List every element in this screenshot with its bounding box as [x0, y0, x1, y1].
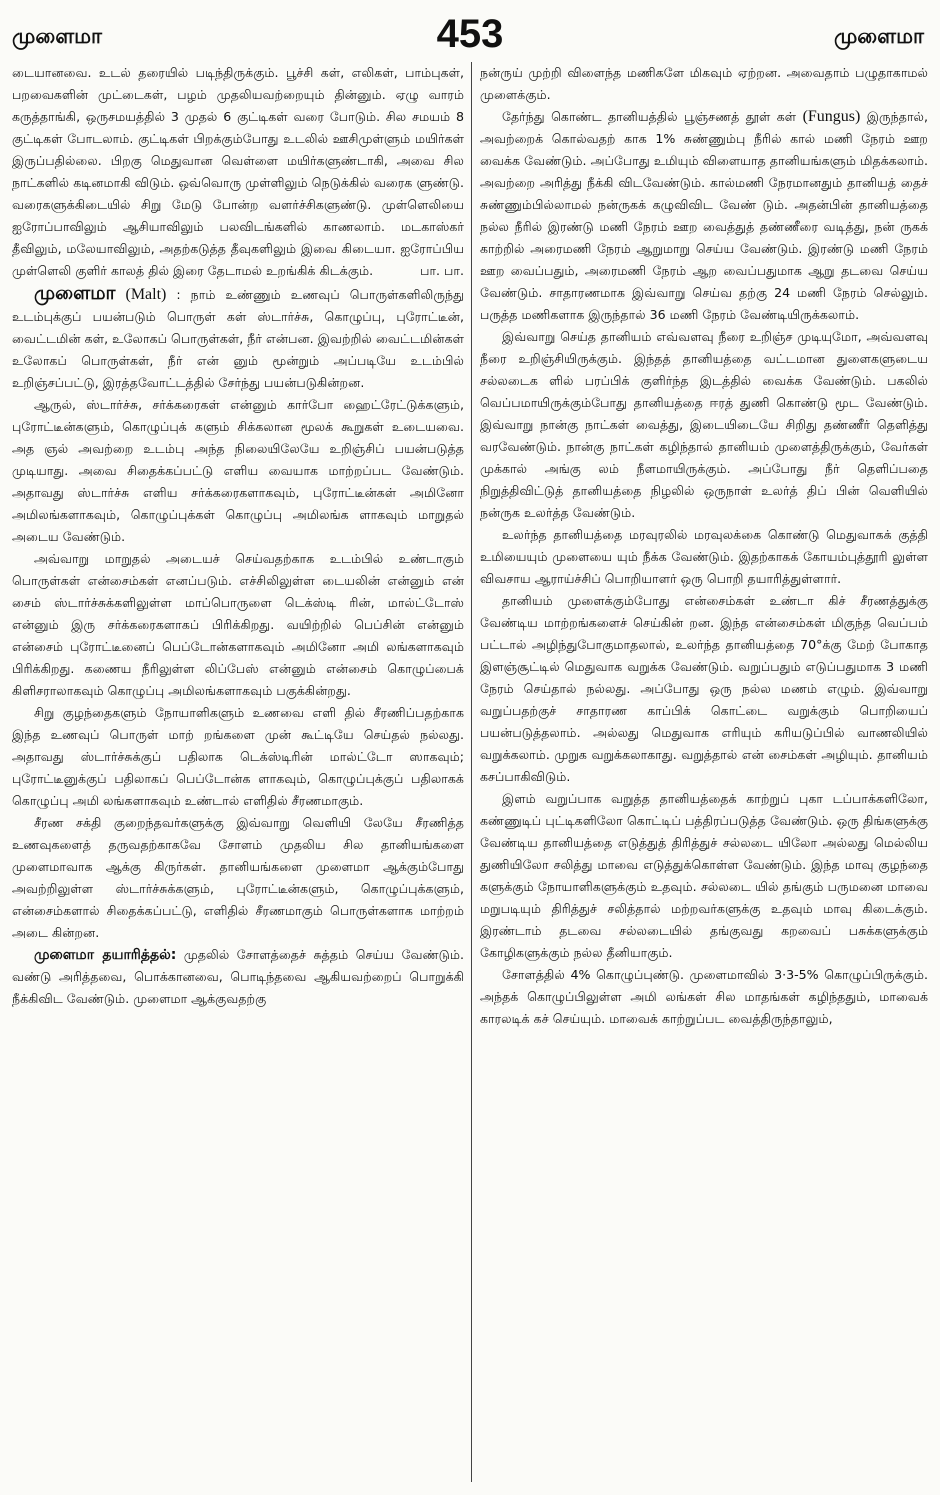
paragraph-text: முதலில் சோளத்தைச் சுத்தம் செய்ய வேண்டும். வண்டு அரித்தவை, பொக்கானவை, பொடிந்தவை ஆகியவற்றைப் பொறுக்கி நீக்கிவிட வேண்டும். முளைமா ஆக்குவதற்கு — [12, 947, 464, 1006]
paragraph: உலர்ந்த தானியத்தை மரவுரலில் மரவுலக்கை கொண்டு மெதுவாகக் குத்தி உமியையும் முளையை யும் நீக்க வேண்டும். இதற்காகக் கோயம்புத்தூரி லுள்ள விவசாய ஆராய்ச்சிப் பொறியாளர் ஒரு பொறி தயாரித்துள்ளார். — [480, 527, 928, 586]
page-header — [0, 0, 940, 58]
paragraph — [480, 590, 928, 788]
header-right-keyword: முளைமா — [833, 24, 924, 48]
paragraph: இளம் வறுப்பாக வறுத்த தானியத்தைக் காற்றுப் புகா டப்பாக்களிலோ, கண்ணுடிப் புட்டிகளிலோ கொட்டிப் பத்திரப்படுத்த வேண்டும். ஒரு திங்களுக்கு வேண்டிய தானியத்தை எடுத்துத் திரித்துச் சல்லடை யிலோ அல்லது மெல்லிய துணியிலோ சலித்து மாவை எடுத்துக்கொள்ள வேண்டும். இந்த மாவு குழந்தை களுக்கும் நோயாளிகளுக்கும் உதவும். சல்லடை யில் தங்கும் பருமனை மாவை மறுபடியும் திரித்துச் சலித்தால் மற்றவர்களுக்கு உதவும் மாவு கிடைக்கும். இரண்டாம் தடவை சல்லடையில் தங்குவது கறவைப் பசுக்களுக்கும் கோழிகளுக்கும் நல்ல தீனியாகும். — [480, 791, 928, 960]
right-column — [480, 62, 928, 1482]
entry-title: முளைமா — [34, 282, 116, 304]
paragraph-text: டையானவை. உடல் தரையில் படிந்திருக்கும். பூச்சி கள், எலிகள், பாம்புகள், பறவைகளின் முட்டைகள், பழம் முதலியவற்றையும் தின்னும். ஏழு வாரம் கருத்தாங்கி, ஒருசமயத்தில் 3 முதல் 6 குட்டிகள் வரை போடும். சில சமயம் 8 குட்டிகள் போடலாம். குட்டிகள் பிறக்கும்போது உடலில் ஊசிமுள்ளும் மயிர்கள் இருப்பதில்லை. பிறகு மெதுவான வெள்ளை மயிர்களுண்டாகி, அவை சில நாட்களில் கடினமாகி விடும். ஒவ்வொரு முள்ளிலும் நெடுக்கில் வரைக ளுண்டு. வரைகளுக்கிடையில் சிறு மேடு போன்ற வளர்ச்சிகளுண்டு. முள்ளெலியை ஐரோப்பாவிலும் ஆசியாவிலும் பலவிடங்களில் காணலாம். மடகாஸ்கர் தீவிலும், மலேயாவிலும், அதற்கடுத்த தீவுகளிலும் இவை கிடையா. ஐரோப்பிய முள்ளெலி குளிர் காலத் தில் இரை தேடாமல் உறங்கிக் கிடக்கும். — [12, 65, 464, 278]
paragraph-text: தானியம் முளைக்கும்போது என்சைம்கள் உண்டா கிச் சீரணத்துக்கு வேண்டிய மாற்றங்களைச் செய்கின் றன. இந்த என்சைம்கள் மிகுந்த வெப்பம் பட்டால் அழிந்துபோகுமாதலால், உலர்ந்த தானியத்தை — [480, 593, 928, 652]
paragraph: ஆருல், ஸ்டார்ச்சு, சர்க்கரைகள் என்னும் கார்போ ஹைட்ரேட்டுக்களும், புரோட்டீன்களும், கொழுப்புக் களும் சிக்கலான மூலக் கூறுகள் உடையவை. அத ஞல் அவற்றை உடம்பு அந்த நிலையிலேயே உறிஞ்சிப் பயன்படுத்த முடியாது. அவை சிதைக்கப்பட்டு எளிய வையாக மாற்றப்பட வேண்டும். அதாவது ஸ்டார்ச்சு எளிய சர்க்கரைகளாகவும், புரோட்டீன்கள் அமினோ அமிலங்களாகவும், கொழுப்புக்கள் கொழுப்பு அமிலங்க ளாகவும் மாறுதல் அடைய வேண்டும். — [12, 397, 464, 544]
section-subheading: முளைமா தயாரித்தல்: — [34, 947, 177, 963]
paragraph: சிறு குழந்தைகளும் நோயாளிகளும் உணவை எளி தில் சீரணிப்பதற்காக இந்த உணவுப் பொருள் மாற் றங்களை முன் கூட்டியே செய்தல் நல்லது. அதாவது ஸ்டார்ச்சுக்குப் பதிலாக டெக்ஸ்டிரின் மால்ட்டோ ஸாகவும்; புரோட்டீனுக்குப் பதிலாகப் பெப்டோன்க ளாகவும், கொழுப்புக்குப் பதிலாகக் கொழுப்பு அமி லங்களாகவும் உண்டால் எளிதில் சீரணமாகும். — [12, 705, 464, 808]
section-paragraph — [12, 944, 464, 1010]
paragraph: அவ்வாறு மாறுதல் அடையச் செய்வதற்காக உடம்பில் உண்டாகும் பொருள்கள் என்சைம்கள் எனப்படும். எச்சிலிலுள்ள டையலின் என்னும் என் சைம் ஸ்டார்ச்சுக்களிலுள்ள மாப்பொருளை டெக்ஸ்டி ரின், மால்ட்டோஸ் என்னும் இரு சர்க்கரைகளாகப் பிரிக்கிறது. வயிற்றில் பெப்சின் என்னும் என்சைம் புரோட்டீனைப் பெப்டோன்களாகவும் அமினோ அமி லங்களாகவும் பிரிக்கிறது. கணைய நீரிலுள்ள லிப்பேஸ் என்னும் என்சைம் கொழுப்பைக் கிளிசராலாகவும் கொழுப்பு அமிலங்களாகவும் பகுக்கின்றது. — [12, 551, 464, 698]
paragraph — [480, 106, 928, 326]
paragraph-text: தேர்ந்து கொண்ட தானியத்தில் பூஞ்சணத் தூள் கள் — [502, 109, 797, 124]
paragraph — [12, 62, 464, 282]
column-divider — [471, 62, 472, 1482]
paragraph-text: க்கு மேற் போகாத இளஞ்சூட்டில் மெதுவாக வறுக்க வேண்டும். வறுப்பதும் எடுப்பதுமாக 3 மணி நேரம் செய்தால் நல்லது. அப்போது ஒரு நல்ல மணம் எழும். இவ்வாறு வறுப்பதற்குச் சாதாரண காப்பிக் கொட்டை வறுக்கும் பொறியைப் பயன்படுத்தலாம். அல்லது மெதுவாக எரியும் கரியடுப்பில் வாணலியில் வறுக்கலாம். முறுக வறுக்கலாகாது. வறுத்தால் என் சைம்கள் அழியும். தானியம் கசப்பாகிவிடும். — [480, 637, 928, 784]
entry-latin-name: (Malt) — [125, 286, 167, 303]
header-left-keyword: முளைமா — [12, 24, 103, 48]
paragraph: நன்ருய் முற்றி விளைந்த மணிகளே மிகவும் ஏற்றன. அவைதாம் பழுதாகாமல் முளைக்கும். — [480, 65, 928, 102]
entry-paragraph — [12, 282, 464, 394]
page-number: 453 — [436, 12, 504, 56]
paragraph: சோளத்தில் 4% கொழுப்புண்டு. முளைமாவில் 3·3-5% கொழுப்பிருக்கும். அந்தக் கொழுப்பிலுள்ள அமி லங்கள் சில மாதங்கள் கழிந்ததும், மாவைக் காரலடிக் கச் செய்யும். மாவைக் காற்றுப்பட வைத்திருந்தாலும், — [480, 967, 928, 1026]
temperature-value: 70° — [800, 637, 823, 652]
left-column — [12, 62, 464, 1482]
paragraph-text: : நாம் உண்ணும் உணவுப் பொருள்களிலிருந்து உடம்புக்குப் பயன்படும் பொருள் கள் ஸ்டார்ச்சு, கொழுப்பு, புரோட்டீன், வைட்டமின் கள், உலோகப் பொருள்கள், நீர் என்பன. இவற்றில் வைட்டமின்கள் உலோகப் பொருள்கள், நீர் என் னும் மூன்றும் அப்படியே உடம்பில் உறிஞ்சப்பட்டு, இரத்தவோட்டத்தில் சேர்ந்து பயன்படுகின்றன. — [12, 287, 464, 390]
paragraph: சீரண சக்தி குறைந்தவர்களுக்கு இவ்வாறு வெளியி லேயே சீரணித்த உணவுகளைத் தருவதற்காகவே சோளம் முதலிய சில தானியங்களை முளைமாவாக ஆக்கு கிருர்கள். தானியங்களை முளைமா ஆக்கும்போது அவற்றிலுள்ள ஸ்டார்ச்சுக்களும், புரோட்டீன்களும், கொழுப்புக்களும், என்சைம்களால் சிதைக்கப்பட்டு, எளிதில் சீரணமாகும் பொருள்களாக மாற்றம் அடை கின்றன. — [12, 815, 464, 940]
paragraph-text: இருந்தால், அவற்றைக் கொல்வதற் காக 1% சுண்ணும்பு நீரில் கால் மணி நேரம் ஊற வைக்க வேண்டும். அப்போது உமியும் விளையாத தானியங்களும் மிதக்கலாம். அவற்றை அரித்து நீக்கி விடவேண்டும். கால்மணி நேரமானதும் தானியத் தைச் சுண்ணும்பில்லாமல் நன்ருகக் கழுவிவிட வேண் டும். அதன்பின் தானியத்தை நல்ல நீரில் இரண்டு மணி நேரம் ஊற வைத்துத் தண்ணீரை வடித்து, நன் ருகக் காற்றில் அரைமணி நேரம் ஆறுமாறு செய்ய வேண்டும். இரண்டு மணி நேரம் ஊற வைப்பதும், அரைமணி நேரம் ஆற வைப்பதுமாக ஆறு தடவை செய்ய வேண்டும். சாதாரணமாக இவ்வாறு செய்வ தற்கு 24 மணி நேரம் செல்லும். பருத்த மணிகளாக இருந்தால் 36 மணி நேரம் வேண்டியிருக்கலாம். — [480, 109, 928, 322]
paragraph: இவ்வாறு செய்த தானியம் எவ்வளவு நீரை உறிஞ்ச முடியுமோ, அவ்வளவு நீரை உறிஞ்சியிருக்கும். இந்தத் தானியத்தை வட்டமான துளைகளுடைய சல்லடைக ளில் பரப்பிக் குளிர்ந்த இடத்தில் வைக்க வேண்டும். பகலில் வெப்பமாயிருக்கும்போது தானியத்தை ஈரத் துணி கொண்டு மூட வேண்டும். இவ்வாறு நான்கு நாட்கள் வைத்து, இடையிடையே சிறிது தண்ணீர் தெளித்து வரவேண்டும். நான்கு நாட்கள் கழிந்தால் தானியம் முளைத்திருக்கும், வேர்கள் முக்கால் அங்கு லம் நீளமாயிருக்கும். அப்போது நீர் தெளிப்பதை நிறுத்திவிட்டுத் தானியத்தை நிழலில் ஒருநாள் உலர்த் திப் பின் வெளியில் நன்ருக உலர்த்த வேண்டும். — [480, 329, 928, 520]
latin-term: (Fungus) — [802, 108, 861, 125]
author-initials: பா. பா. — [420, 263, 464, 278]
